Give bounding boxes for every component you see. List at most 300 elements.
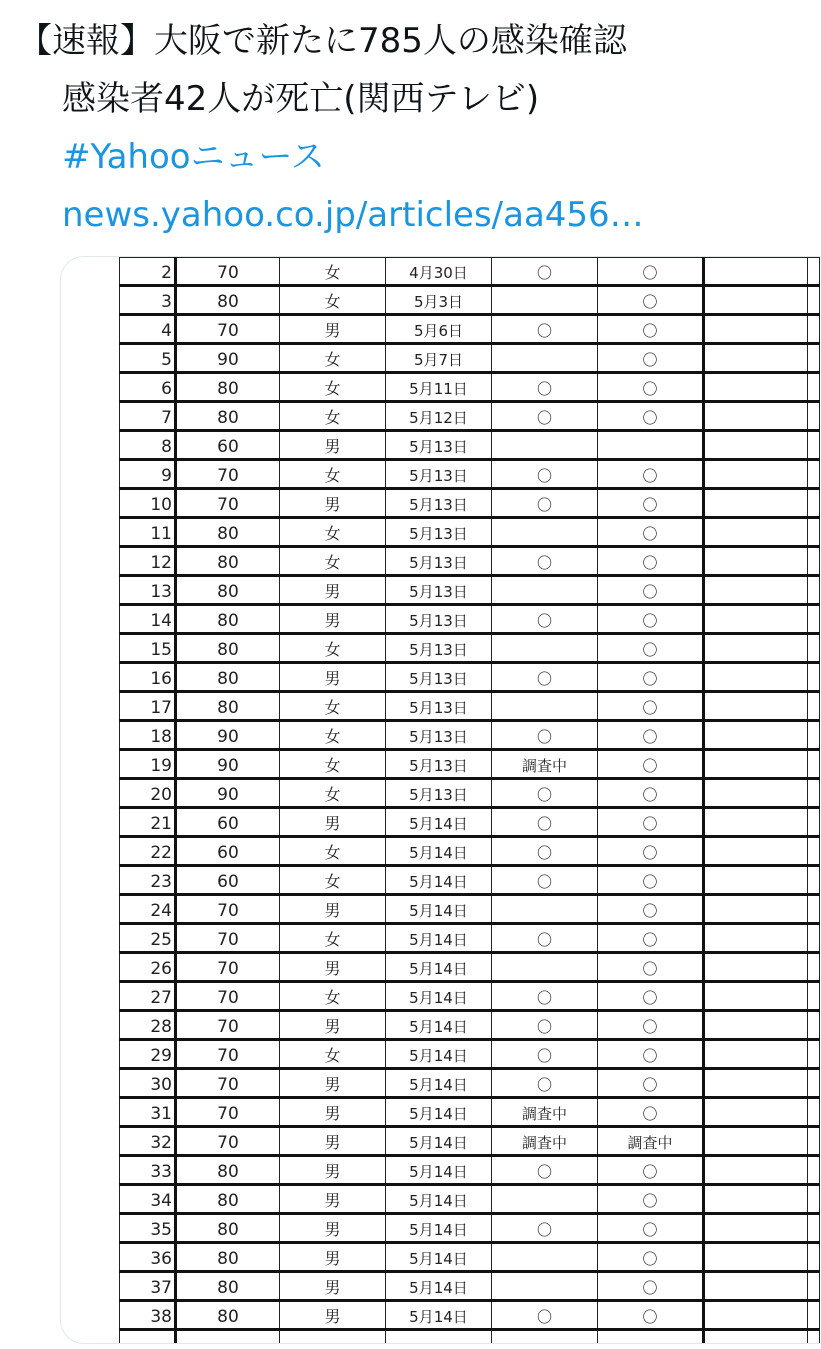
cell-empty — [704, 1069, 808, 1098]
cell-empty — [704, 1040, 808, 1069]
cell-b: 〇 — [598, 779, 704, 808]
cell-edge — [808, 1243, 820, 1272]
cell-edge — [808, 344, 820, 373]
cell-date: 5月14日 — [386, 924, 492, 953]
cell-sex: 女 — [280, 692, 386, 721]
table-row — [120, 866, 820, 895]
cell-a: 〇 — [492, 1214, 598, 1243]
cell-a — [492, 286, 598, 315]
cell-a: 〇 — [492, 924, 598, 953]
cell-sex: 女 — [280, 750, 386, 779]
cell-age: 60 — [176, 808, 280, 837]
cell-b: 〇 — [598, 721, 704, 750]
cell-a — [492, 692, 598, 721]
cell-sex: 男 — [280, 1156, 386, 1185]
cell-b: 〇 — [598, 1214, 704, 1243]
cell-age: 60 — [176, 837, 280, 866]
cell-age: 70 — [176, 315, 280, 344]
cell-date: 5月13日 — [386, 518, 492, 547]
cell-empty — [704, 402, 808, 431]
cell-no: 32 — [120, 1127, 176, 1156]
cell-edge — [808, 547, 820, 576]
table-row — [120, 1040, 820, 1069]
cell-edge — [808, 808, 820, 837]
cell-edge — [808, 1156, 820, 1185]
tweet-headline: 【速報】大阪で新たに785人の感染確認 — [18, 21, 627, 61]
cell-date: 5月14日 — [386, 1301, 492, 1330]
cell-a: 〇 — [492, 315, 598, 344]
cell-no: 30 — [120, 1069, 176, 1098]
cell-age: 80 — [176, 692, 280, 721]
cell-empty — [704, 460, 808, 489]
cell-empty — [704, 895, 808, 924]
cell-sex: 女 — [280, 460, 386, 489]
cell-a: 〇 — [492, 605, 598, 634]
cell-date: 5月7日 — [386, 344, 492, 373]
table-row — [120, 1011, 820, 1040]
cell-sex: 女 — [280, 547, 386, 576]
cell-empty — [704, 866, 808, 895]
cell-age: 80 — [176, 518, 280, 547]
cell-b: 〇 — [598, 1243, 704, 1272]
cell-empty — [704, 576, 808, 605]
cell-b: 〇 — [598, 808, 704, 837]
cell-edge — [808, 315, 820, 344]
cell-b: 〇 — [598, 982, 704, 1011]
cell-date: 5月13日 — [386, 547, 492, 576]
cell-sex: 男 — [280, 808, 386, 837]
cell-empty — [704, 1185, 808, 1214]
cell-sex: 女 — [280, 1040, 386, 1069]
table-row — [120, 1214, 820, 1243]
cell-date: 5月3日 — [386, 286, 492, 315]
spreadsheet-image — [119, 257, 820, 1344]
cell-date: 5月13日 — [386, 634, 492, 663]
cell-empty — [704, 837, 808, 866]
cell-date: 5月14日 — [386, 982, 492, 1011]
cell-age: 70 — [176, 489, 280, 518]
cell-no: 8 — [120, 431, 176, 460]
cell-sex: 男 — [280, 1272, 386, 1301]
cell-date: 5月14日 — [386, 1272, 492, 1301]
cell-empty — [704, 605, 808, 634]
cell-b: 〇 — [598, 1301, 704, 1330]
cell-a: 〇 — [492, 258, 598, 286]
cell-empty — [704, 1127, 808, 1156]
cell-edge — [808, 460, 820, 489]
table-row-partial — [120, 1330, 820, 1345]
table-row — [120, 1243, 820, 1272]
tweet-subline: 感染者42人が死亡(関西テレビ) — [62, 79, 540, 119]
cell-empty — [704, 924, 808, 953]
cell-empty — [704, 1243, 808, 1272]
cell-a: 〇 — [492, 808, 598, 837]
cell-empty — [704, 750, 808, 779]
cell-no: 29 — [120, 1040, 176, 1069]
table-row — [120, 808, 820, 837]
cell-date: 5月14日 — [386, 1214, 492, 1243]
cell-a — [492, 576, 598, 605]
cell-date: 5月13日 — [386, 721, 492, 750]
cell-b: 〇 — [598, 837, 704, 866]
cell-edge — [808, 576, 820, 605]
cell-b: 〇 — [598, 1069, 704, 1098]
cell-age: 90 — [176, 750, 280, 779]
cell-a — [492, 431, 598, 460]
cell-sex: 女 — [280, 258, 386, 286]
cell-no: 25 — [120, 924, 176, 953]
article-link[interactable]: news.yahoo.co.jp/articles/aa456… — [62, 195, 644, 235]
table-row — [120, 1098, 820, 1127]
table-row — [120, 663, 820, 692]
table-row — [120, 1301, 820, 1330]
cell-b: 〇 — [598, 344, 704, 373]
cell-date: 5月12日 — [386, 402, 492, 431]
table-row — [120, 286, 820, 315]
cell-sex: 女 — [280, 518, 386, 547]
cell-edge — [808, 373, 820, 402]
cell-age: 90 — [176, 779, 280, 808]
cell-age: 80 — [176, 373, 280, 402]
cell-b: 〇 — [598, 924, 704, 953]
cell-age: 70 — [176, 258, 280, 286]
cell-b: 〇 — [598, 460, 704, 489]
cell-a — [492, 344, 598, 373]
cell-sex: 女 — [280, 402, 386, 431]
cell-sex: 男 — [280, 1243, 386, 1272]
table-row — [120, 982, 820, 1011]
cell-date: 5月14日 — [386, 1040, 492, 1069]
cell-no: 33 — [120, 1156, 176, 1185]
cell-date: 5月13日 — [386, 663, 492, 692]
cell-partial — [808, 1330, 820, 1345]
cell-empty — [704, 1098, 808, 1127]
cell-partial — [280, 1330, 386, 1345]
cell-date: 5月13日 — [386, 431, 492, 460]
cell-edge — [808, 663, 820, 692]
cell-a: 〇 — [492, 1069, 598, 1098]
cell-no: 6 — [120, 373, 176, 402]
cell-b: 〇 — [598, 1156, 704, 1185]
cell-empty — [704, 315, 808, 344]
cell-age: 70 — [176, 895, 280, 924]
cell-empty — [704, 373, 808, 402]
cell-b: 〇 — [598, 518, 704, 547]
cell-no: 20 — [120, 779, 176, 808]
cell-age: 60 — [176, 866, 280, 895]
cell-empty — [704, 808, 808, 837]
cell-a: 〇 — [492, 1040, 598, 1069]
cell-no: 24 — [120, 895, 176, 924]
table-row — [120, 489, 820, 518]
cell-empty — [704, 431, 808, 460]
cell-no: 14 — [120, 605, 176, 634]
cell-b: 〇 — [598, 1272, 704, 1301]
cell-no: 37 — [120, 1272, 176, 1301]
cell-age: 80 — [176, 1156, 280, 1185]
cell-edge — [808, 982, 820, 1011]
cell-edge — [808, 1301, 820, 1330]
table-row — [120, 1185, 820, 1214]
cell-a: 〇 — [492, 663, 598, 692]
table-row — [120, 460, 820, 489]
cell-b: 〇 — [598, 866, 704, 895]
cell-b: 〇 — [598, 547, 704, 576]
cell-edge — [808, 1185, 820, 1214]
cell-edge — [808, 258, 820, 286]
cell-b: 〇 — [598, 634, 704, 663]
cell-age: 80 — [176, 1272, 280, 1301]
cell-no: 36 — [120, 1243, 176, 1272]
cell-edge — [808, 431, 820, 460]
cell-a: 〇 — [492, 1156, 598, 1185]
cell-edge — [808, 953, 820, 982]
cell-edge — [808, 605, 820, 634]
cell-empty — [704, 953, 808, 982]
cell-sex: 男 — [280, 315, 386, 344]
hashtag-link[interactable]: #Yahooニュース — [62, 137, 325, 177]
cell-age: 80 — [176, 286, 280, 315]
cell-sex: 男 — [280, 1301, 386, 1330]
cell-no: 11 — [120, 518, 176, 547]
cell-b: 〇 — [598, 1011, 704, 1040]
cell-edge — [808, 1069, 820, 1098]
cell-date: 5月14日 — [386, 808, 492, 837]
cell-empty — [704, 982, 808, 1011]
cell-b: 〇 — [598, 605, 704, 634]
cell-edge — [808, 286, 820, 315]
cell-b: 〇 — [598, 953, 704, 982]
cell-date: 5月14日 — [386, 1098, 492, 1127]
cell-sex: 男 — [280, 1185, 386, 1214]
cell-age: 80 — [176, 605, 280, 634]
cell-edge — [808, 402, 820, 431]
cell-age: 70 — [176, 982, 280, 1011]
cell-date: 5月13日 — [386, 605, 492, 634]
cell-sex: 男 — [280, 605, 386, 634]
cell-date: 5月14日 — [386, 1011, 492, 1040]
cell-date: 5月6日 — [386, 315, 492, 344]
cell-empty — [704, 1301, 808, 1330]
cell-age: 70 — [176, 1011, 280, 1040]
cell-b: 〇 — [598, 286, 704, 315]
cell-b: 〇 — [598, 663, 704, 692]
cell-sex: 男 — [280, 1127, 386, 1156]
cell-a: 調査中 — [492, 1098, 598, 1127]
cell-no: 10 — [120, 489, 176, 518]
cell-edge — [808, 750, 820, 779]
cell-sex: 男 — [280, 953, 386, 982]
cell-no: 35 — [120, 1214, 176, 1243]
cell-a — [492, 1185, 598, 1214]
cell-no: 5 — [120, 344, 176, 373]
cell-edge — [808, 1127, 820, 1156]
table-row — [120, 1127, 820, 1156]
cell-no: 2 — [120, 258, 176, 286]
cell-age: 80 — [176, 547, 280, 576]
cell-no: 13 — [120, 576, 176, 605]
cell-empty — [704, 1011, 808, 1040]
table-row — [120, 750, 820, 779]
cell-b: 〇 — [598, 692, 704, 721]
cell-age: 70 — [176, 1127, 280, 1156]
cell-sex: 男 — [280, 576, 386, 605]
attached-image-card[interactable] — [60, 256, 821, 1344]
cell-empty — [704, 518, 808, 547]
cell-empty — [704, 286, 808, 315]
cell-no: 22 — [120, 837, 176, 866]
cell-date: 5月13日 — [386, 779, 492, 808]
table-row — [120, 258, 820, 286]
cell-age: 70 — [176, 1069, 280, 1098]
cell-empty — [704, 547, 808, 576]
cell-empty — [704, 692, 808, 721]
table-row — [120, 315, 820, 344]
cell-edge — [808, 1272, 820, 1301]
cell-no: 4 — [120, 315, 176, 344]
cell-a — [492, 1243, 598, 1272]
cell-partial — [176, 1330, 280, 1345]
cell-age: 70 — [176, 460, 280, 489]
cell-a — [492, 518, 598, 547]
cell-sex: 女 — [280, 286, 386, 315]
cell-sex: 女 — [280, 721, 386, 750]
cell-sex: 女 — [280, 866, 386, 895]
table-row — [120, 373, 820, 402]
cell-edge — [808, 721, 820, 750]
table-row — [120, 953, 820, 982]
table-row — [120, 344, 820, 373]
cell-a: 調査中 — [492, 1127, 598, 1156]
cell-a: 〇 — [492, 402, 598, 431]
cell-partial — [386, 1330, 492, 1345]
cell-a: 〇 — [492, 721, 598, 750]
cell-date: 5月13日 — [386, 460, 492, 489]
table-row — [120, 1156, 820, 1185]
cell-a: 調査中 — [492, 750, 598, 779]
cell-edge — [808, 866, 820, 895]
cell-edge — [808, 1214, 820, 1243]
cell-edge — [808, 924, 820, 953]
cell-no: 21 — [120, 808, 176, 837]
cell-edge — [808, 1098, 820, 1127]
cell-b: 調査中 — [598, 1127, 704, 1156]
table-row — [120, 431, 820, 460]
cell-sex: 男 — [280, 1011, 386, 1040]
cell-b: 〇 — [598, 576, 704, 605]
cell-no: 28 — [120, 1011, 176, 1040]
cell-a: 〇 — [492, 460, 598, 489]
cell-no: 23 — [120, 866, 176, 895]
table-row — [120, 1069, 820, 1098]
cell-empty — [704, 779, 808, 808]
table-row — [120, 402, 820, 431]
cell-age: 80 — [176, 663, 280, 692]
cell-empty — [704, 634, 808, 663]
cell-b: 〇 — [598, 895, 704, 924]
table-row — [120, 924, 820, 953]
cell-date: 5月11日 — [386, 373, 492, 402]
cell-a: 〇 — [492, 1011, 598, 1040]
cell-no: 15 — [120, 634, 176, 663]
cell-b: 〇 — [598, 373, 704, 402]
cell-sex: 女 — [280, 982, 386, 1011]
cell-sex: 女 — [280, 924, 386, 953]
cell-age: 80 — [176, 634, 280, 663]
cell-b: 〇 — [598, 258, 704, 286]
cell-no: 3 — [120, 286, 176, 315]
cell-sex: 女 — [280, 837, 386, 866]
table-row — [120, 692, 820, 721]
cell-a: 〇 — [492, 373, 598, 402]
cell-edge — [808, 837, 820, 866]
cell-sex: 男 — [280, 431, 386, 460]
cell-empty — [704, 489, 808, 518]
table-body — [120, 258, 820, 1345]
cell-edge — [808, 1040, 820, 1069]
cell-edge — [808, 634, 820, 663]
table-row — [120, 837, 820, 866]
table-row — [120, 518, 820, 547]
cell-age: 80 — [176, 1214, 280, 1243]
cell-sex: 男 — [280, 1069, 386, 1098]
cell-b: 〇 — [598, 1098, 704, 1127]
table-row — [120, 576, 820, 605]
cell-empty — [704, 1214, 808, 1243]
cell-age: 70 — [176, 1040, 280, 1069]
cell-b — [598, 431, 704, 460]
cell-empty — [704, 1272, 808, 1301]
cell-age: 90 — [176, 721, 280, 750]
cell-date: 4月30日 — [386, 258, 492, 286]
cell-date: 5月14日 — [386, 866, 492, 895]
cell-date: 5月14日 — [386, 837, 492, 866]
cell-b: 〇 — [598, 489, 704, 518]
cell-partial — [492, 1330, 598, 1345]
cell-edge — [808, 692, 820, 721]
cell-age: 70 — [176, 924, 280, 953]
cell-sex: 女 — [280, 779, 386, 808]
cell-age: 80 — [176, 1243, 280, 1272]
cell-partial — [598, 1330, 704, 1345]
cell-empty — [704, 721, 808, 750]
cell-sex: 女 — [280, 373, 386, 402]
cell-age: 80 — [176, 576, 280, 605]
cell-no: 7 — [120, 402, 176, 431]
table-row — [120, 634, 820, 663]
cell-age: 80 — [176, 1185, 280, 1214]
cell-edge — [808, 489, 820, 518]
cell-sex: 女 — [280, 344, 386, 373]
table-row — [120, 1272, 820, 1301]
table-row — [120, 547, 820, 576]
cell-no: 12 — [120, 547, 176, 576]
cell-b: 〇 — [598, 1040, 704, 1069]
cell-date: 5月14日 — [386, 1069, 492, 1098]
cell-date: 5月13日 — [386, 692, 492, 721]
table-row — [120, 721, 820, 750]
cell-age: 70 — [176, 953, 280, 982]
cell-edge — [808, 895, 820, 924]
cell-edge — [808, 1011, 820, 1040]
cell-age: 90 — [176, 344, 280, 373]
cell-a: 〇 — [492, 1301, 598, 1330]
cell-no: 9 — [120, 460, 176, 489]
cell-b: 〇 — [598, 1185, 704, 1214]
cell-age: 80 — [176, 402, 280, 431]
cell-no: 26 — [120, 953, 176, 982]
cell-edge — [808, 518, 820, 547]
